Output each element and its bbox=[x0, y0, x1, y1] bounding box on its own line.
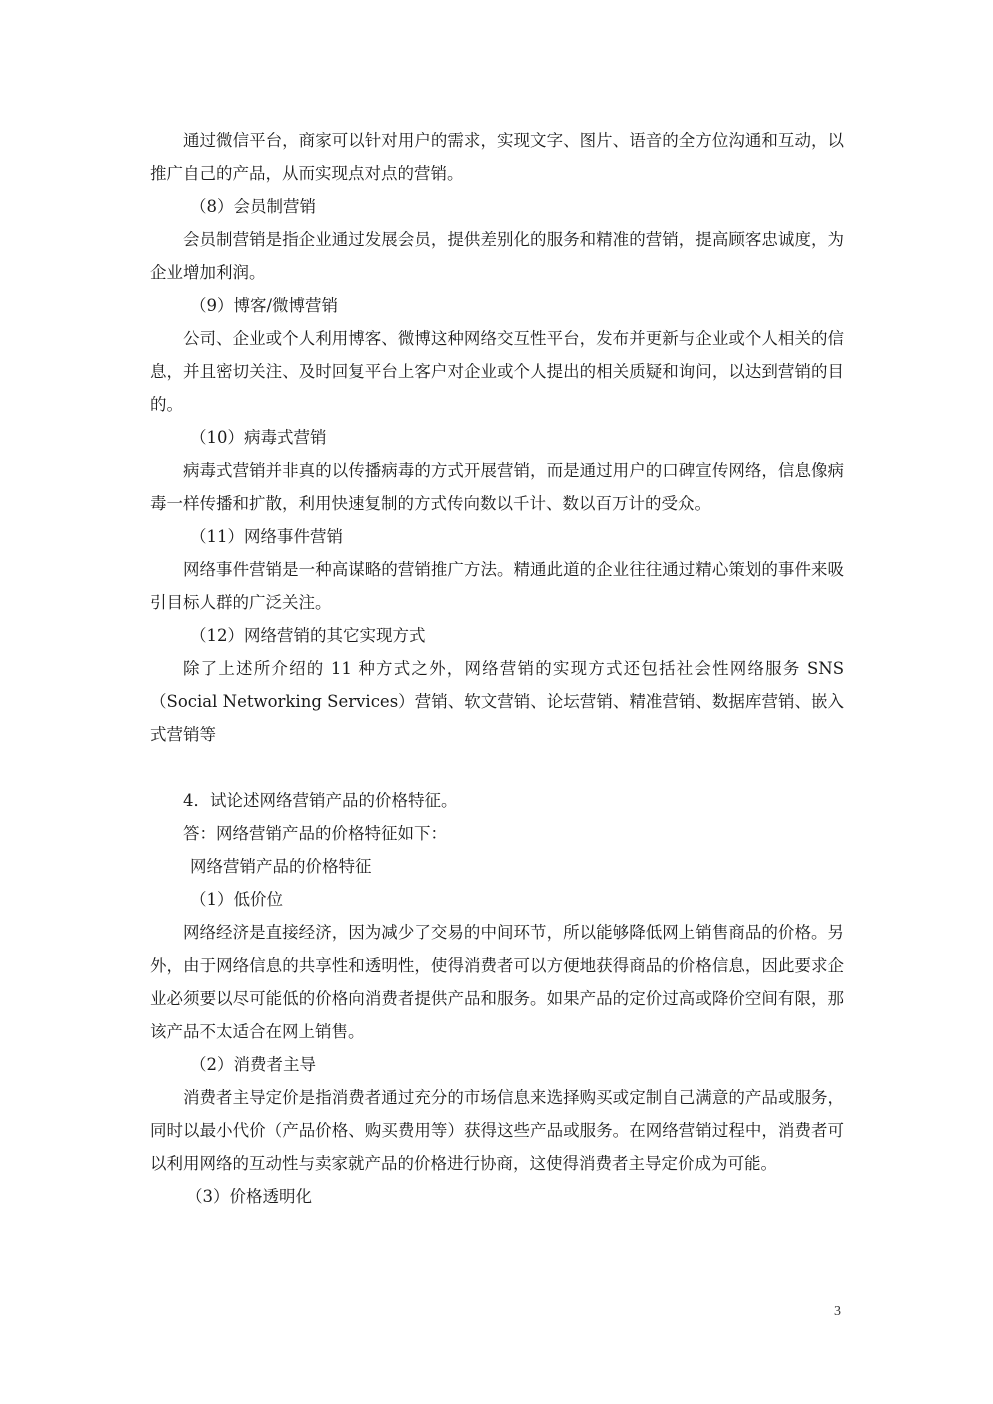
document-body bbox=[150, 124, 844, 1213]
paragraph-membership-marketing: 会员制营销是指企业通过发展会员，提供差别化的服务和精准的营销，提高顾客忠诚度，为企业增加利润。 bbox=[150, 230, 844, 282]
heading-event-marketing: （11）网络事件营销 bbox=[190, 527, 343, 546]
heading-viral-marketing: （10）病毒式营销 bbox=[190, 428, 327, 447]
paragraph-blog-marketing: 公司、企业或个人利用博客、微博这种网络交互性平台，发布并更新与企业或个人相关的信息，并且密切关注、及时回复平台上客户对企业或个人提出的相关质疑和询问，以达到营销的目的。 bbox=[150, 329, 844, 414]
heading-membership-marketing: （8）会员制营销 bbox=[190, 197, 316, 216]
paragraph-consumer-led: 消费者主导定价是指消费者通过充分的市场信息来选择购买或定制自己满意的产品或服务，同时以最小代价（产品价格、购买费用等）获得这些产品或服务。在网络营销过程中，消费者可以利用网络的互动性与卖家就产品的价格进行协商，这使得消费者主导定价成为可能。 bbox=[150, 1088, 844, 1173]
question-title: 4．试论述网络营销产品的价格特征。 bbox=[183, 791, 458, 810]
answer-intro: 答：网络营销产品的价格特征如下： bbox=[183, 824, 447, 843]
heading-low-price: （1）低价位 bbox=[190, 890, 283, 909]
paragraph-viral-marketing: 病毒式营销并非真的以传播病毒的方式开展营销，而是通过用户的口碑宣传网络，信息像病毒一样传播和扩散，利用快速复制的方式传向数以千计、数以百万计的受众。 bbox=[150, 461, 844, 513]
heading-price-features: 网络营销产品的价格特征 bbox=[190, 857, 372, 876]
section-gap bbox=[150, 751, 844, 784]
paragraph-low-price: 网络经济是直接经济，因为减少了交易的中间环节，所以能够降低网上销售商品的价格。另外，由于网络信息的共享性和透明性，使得消费者可以方便地获得商品的价格信息，因此要求企业必须要以尽可能低的价格向消费者提供产品和服务。如果产品的定价过高或降价空间有限，那该产品不太适合在网上销售。 bbox=[150, 923, 844, 1041]
paragraph-wechat-marketing: 通过微信平台，商家可以针对用户的需求，实现文字、图片、语音的全方位沟通和互动，以推广自己的产品，从而实现点对点的营销。 bbox=[150, 131, 844, 183]
heading-consumer-led: （2）消费者主导 bbox=[190, 1055, 316, 1074]
page-number: 3 bbox=[834, 1304, 841, 1319]
paragraph-other-methods: 除了上述所介绍的 11 种方式之外，网络营销的实现方式还包括社会性网络服务 SNS（Social Networking Services）营销、软文营销、论坛营销、精准营销、数据库营销、嵌入式营销等 bbox=[150, 659, 844, 744]
paragraph-event-marketing: 网络事件营销是一种高谋略的营销推广方法。精通此道的企业往往通过精心策划的事件来吸引目标人群的广泛关注。 bbox=[150, 560, 844, 612]
heading-price-transparency: （3）价格透明化 bbox=[186, 1187, 312, 1206]
heading-other-methods: （12）网络营销的其它实现方式 bbox=[190, 626, 426, 645]
heading-blog-marketing: （9）博客/微博营销 bbox=[190, 296, 339, 315]
